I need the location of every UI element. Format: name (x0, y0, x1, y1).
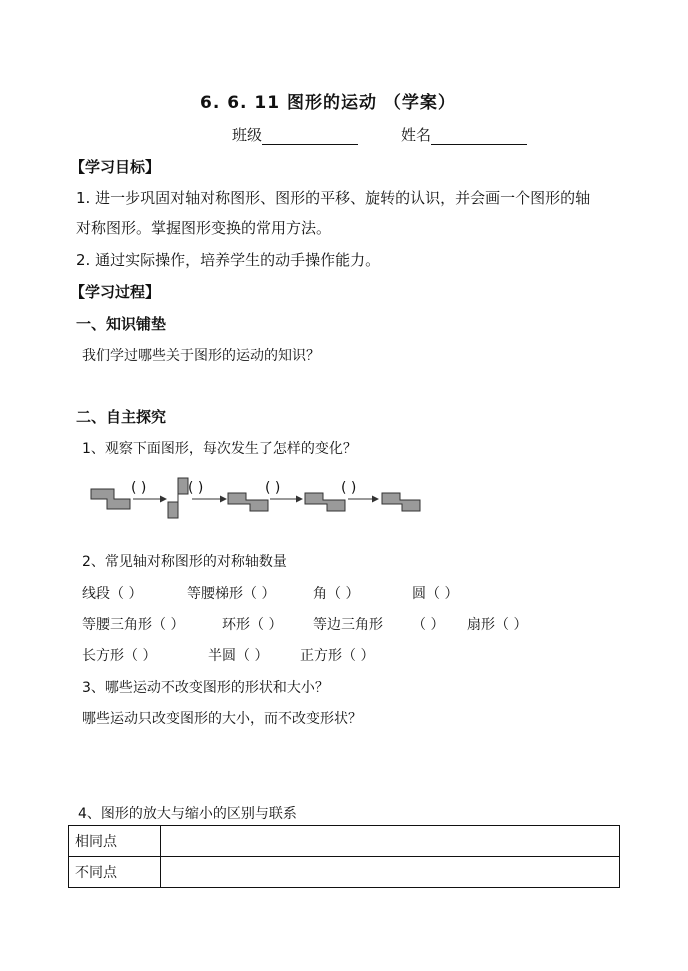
answer-cell-different[interactable] (161, 857, 620, 888)
axis-item-equilateral-triangle-blank[interactable]: （ ） (412, 617, 445, 633)
axis-item-square[interactable]: 正方形（ ） (300, 648, 375, 664)
axis-item-rectangle[interactable]: 长方形（ ） (82, 648, 157, 664)
shape-1 (91, 489, 130, 509)
section-1-heading: 一、知识铺垫 (76, 315, 167, 333)
shape-2 (168, 478, 188, 518)
shape-3 (228, 493, 268, 511)
axis-item-circle[interactable]: 圆（ ） (412, 586, 459, 602)
table-row (69, 826, 620, 857)
process-heading: 【学习过程】 (70, 283, 161, 301)
goal-1-line-2: 对称图形。掌握图形变换的常用方法。 (76, 219, 332, 237)
name-field (401, 124, 527, 145)
axis-item-sector[interactable]: 扇形（ ） (467, 617, 528, 633)
question-4: 4、图形的放大与缩小的区别与联系 (78, 806, 297, 822)
axis-item-equilateral-triangle: 等边三角形 (313, 617, 383, 633)
answer-blank-1[interactable]: ( ) (131, 480, 147, 496)
axis-item-angle[interactable]: 角（ ） (313, 586, 360, 602)
class-label: 班级 (232, 126, 263, 144)
question-2: 2、常见轴对称图形的对称轴数量 (82, 554, 287, 570)
answer-blank-2[interactable]: ( ) (188, 480, 204, 496)
axis-item-isosceles-trapezoid[interactable]: 等腰梯形（ ） (187, 586, 276, 602)
row-label-same: 相同点 (69, 826, 161, 857)
goal-2: 2. 通过实际操作，培养学生的动手操作能力。 (76, 251, 381, 269)
question-3-line-2: 哪些运动只改变图形的大小，而不改变形状？ (82, 711, 362, 727)
page-title: 6. 6. 11 图形的运动 （学案） (200, 93, 456, 113)
class-field (232, 124, 358, 145)
comparison-table (68, 825, 620, 888)
answer-blank-3[interactable]: ( ) (265, 480, 281, 496)
name-blank[interactable] (431, 128, 527, 145)
section-1-question: 我们学过哪些关于图形的运动的知识？ (82, 348, 320, 364)
section-2-heading: 二、自主探究 (76, 408, 167, 426)
answer-cell-same[interactable] (161, 826, 620, 857)
goal-1-line-1: 1. 进一步巩固对轴对称图形、图形的平移、旋转的认识，并会画一个图形的轴 (76, 189, 591, 207)
row-label-different: 不同点 (69, 857, 161, 888)
axis-item-segment[interactable]: 线段（ ） (82, 586, 143, 602)
axis-item-ring[interactable]: 环形（ ） (222, 617, 283, 633)
goals-heading: 【学习目标】 (70, 158, 161, 176)
answer-blank-4[interactable]: ( ) (341, 480, 357, 496)
shape-5 (382, 493, 420, 511)
question-1: 1、观察下面图形，每次发生了怎样的变化？ (82, 441, 357, 457)
table-row (69, 857, 620, 888)
shape-4 (305, 493, 345, 511)
name-label: 姓名 (401, 126, 432, 144)
axis-item-isosceles-triangle[interactable]: 等腰三角形（ ） (82, 617, 185, 633)
class-blank[interactable] (262, 128, 358, 145)
axis-item-semicircle[interactable]: 半圆（ ） (208, 648, 269, 664)
question-3-line-1: 3、哪些运动不改变图形的形状和大小？ (82, 680, 329, 696)
